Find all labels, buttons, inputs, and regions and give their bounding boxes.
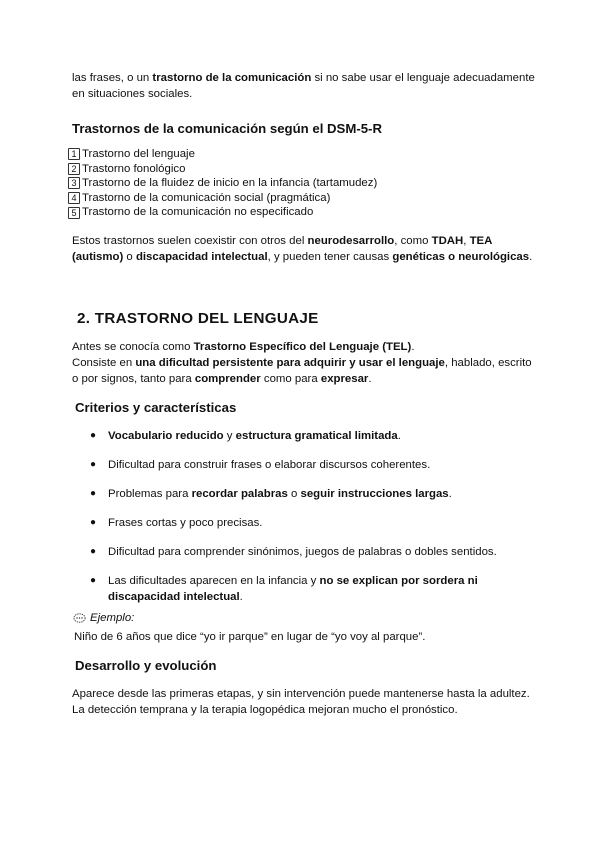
bullet-icon: ● xyxy=(90,488,97,499)
desarrollo-heading: Desarrollo y evolución xyxy=(75,658,217,673)
list-item: 4 Trastorno de la comunicación social (pragmática) xyxy=(68,191,377,206)
bullet-icon: ● xyxy=(90,430,97,441)
list-item: ● Dificultad para comprender sinónimos, juegos de palabras o dobles sentidos. xyxy=(90,546,497,558)
criterios-heading: Criterios y características xyxy=(75,400,237,415)
list-item: ● Dificultad para construir frases o elaborar discursos coherentes. xyxy=(90,459,431,471)
number-box: 2 xyxy=(68,163,80,175)
example-label: Ejemplo: xyxy=(73,612,134,624)
bullet-icon: ● xyxy=(90,575,97,586)
coexist-paragraph: Estos trastornos suelen coexistir con otros del neurodesarrollo, como TDAH, TEA (autismo) o discapacidad intelectual, y pueden tener causas genéticas o neurológicas. xyxy=(72,235,533,264)
section2-paragraph: Antes se conocía como Trastorno Específico del Lenguaje (TEL). Consiste en una dificultad persistente para adquirir y usar el lenguaje, hablado, escrito o por signos, tanto para comprender como para expresar. xyxy=(72,341,532,386)
list-item: ● Las dificultades aparecen en la infancia y no se explican por sordera ni discapacidad intelectual. xyxy=(90,575,478,603)
bullet-icon: ● xyxy=(90,517,97,528)
section-heading: 2. TRASTORNO DEL LENGUAJE xyxy=(77,310,319,327)
speech-bubble-icon xyxy=(73,613,86,624)
list-item: ● Frases cortas y poco precisas. xyxy=(90,517,263,529)
number-box: 5 xyxy=(68,207,80,219)
list-item: 3 Trastorno de la fluidez de inicio en la infancia (tartamudez) xyxy=(68,176,377,191)
list-item: ● Vocabulario reducido y estructura gramatical limitada. xyxy=(90,430,401,442)
dsm-heading: Trastornos de la comunicación según el DSM-5-R xyxy=(72,121,382,136)
desarrollo-paragraph: Aparece desde las primeras etapas, y sin intervención puede mantenerse hasta la adultez. La detección temprana y la terapia logopédica mejoran mucho el pronóstico. xyxy=(72,688,530,717)
dsm-list xyxy=(68,147,377,220)
list-item: 2 Trastorno fonológico xyxy=(68,162,377,177)
list-item: 1 Trastorno del lenguaje xyxy=(68,147,377,162)
number-box: 4 xyxy=(68,192,80,204)
number-box: 1 xyxy=(68,148,80,160)
list-item: 5 Trastorno de la comunicación no especificado xyxy=(68,205,377,220)
list-item: ● Problemas para recordar palabras o seguir instrucciones largas. xyxy=(90,488,452,500)
intro-paragraph: las frases, o un trastorno de la comunicación si no sabe usar el lenguaje adecuadamente en situaciones sociales. xyxy=(72,72,535,101)
number-box: 3 xyxy=(68,177,80,189)
bullet-icon: ● xyxy=(90,546,97,557)
bullet-icon: ● xyxy=(90,459,97,470)
example-text: Niño de 6 años que dice “yo ir parque” en lugar de “yo voy al parque”. xyxy=(74,631,426,643)
